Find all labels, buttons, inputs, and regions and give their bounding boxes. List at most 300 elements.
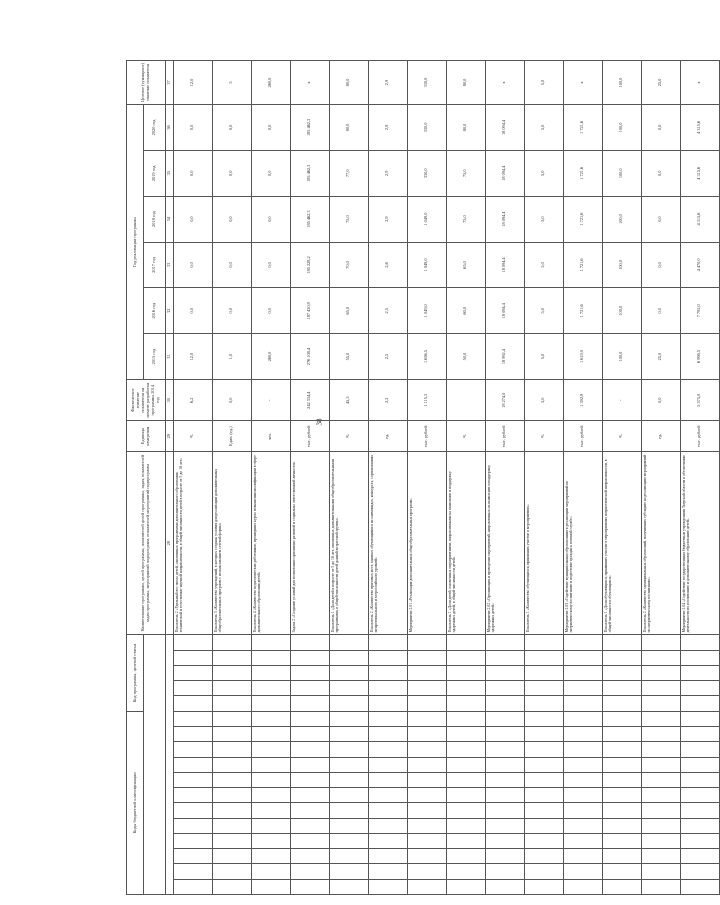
code-cell	[602, 803, 641, 818]
code-cell	[485, 696, 524, 711]
code-cell	[641, 727, 680, 742]
row-actual: 6,2	[173, 380, 212, 421]
code-cell	[251, 727, 290, 742]
year-header: 2016 год	[144, 288, 166, 334]
code-cell	[680, 727, 719, 742]
row-year-value: 2,6	[368, 242, 407, 288]
code-cell	[446, 864, 485, 879]
code-cell	[602, 665, 641, 680]
code-cell	[485, 727, 524, 742]
row-target: 260,0	[251, 61, 290, 105]
row-name: Показатель 2 «Удельный вес числа детей, охваченных программами дополнительного образования технической и естественно-научной направленности, в общей численности детей в возрасте от 5 до 18 лет»	[173, 452, 212, 635]
code-cell	[212, 742, 251, 757]
code-cell	[524, 650, 563, 665]
year-header: 2017 год	[144, 242, 166, 288]
row-actual: 45,5	[329, 380, 368, 421]
code-cell	[485, 879, 524, 894]
code-cell	[407, 681, 446, 696]
code-cell	[212, 727, 251, 742]
code-cell	[485, 757, 524, 772]
row-unit: %	[329, 421, 368, 452]
code-cell	[485, 803, 524, 818]
code-cell	[524, 757, 563, 772]
code-cell	[251, 711, 290, 726]
code-cell	[563, 772, 602, 787]
code-cell	[173, 711, 212, 726]
code-cell	[251, 742, 290, 757]
row-name: Мероприятие 2.02 «Организация и проведение мероприятий, направленных на выявление и поддержку одаренных детей»	[485, 452, 524, 635]
code-cell	[680, 864, 719, 879]
row-name: Показатель 4 «Количество педагогических работников, прошедших курсы повышения квалификации в сфере дополнительного образования детей»	[251, 452, 290, 635]
row-year-value: 5,0	[524, 334, 563, 380]
row-year-value: 5,0	[524, 105, 563, 151]
code-cell	[368, 742, 407, 757]
code-cell	[251, 788, 290, 803]
row-actual: 0,0	[212, 380, 251, 421]
row-year-value: 276 108,4	[290, 334, 329, 380]
row-year-value: 0,0	[212, 242, 251, 288]
code-cell	[602, 879, 641, 894]
row-target: 25,0	[641, 61, 680, 105]
code-cell	[290, 833, 329, 848]
code-cell	[368, 681, 407, 696]
code-cell	[485, 665, 524, 680]
code-cell	[563, 849, 602, 864]
code-cell	[446, 833, 485, 848]
table-row	[368, 61, 407, 895]
code-cell	[212, 833, 251, 848]
code-cell	[524, 772, 563, 787]
row-year-value: 0,0	[641, 288, 680, 334]
code-cell	[251, 635, 290, 650]
table-row	[524, 61, 563, 895]
code-cell	[680, 788, 719, 803]
code-cell	[524, 696, 563, 711]
row-year-value: 5,0	[524, 288, 563, 334]
code-cell	[680, 711, 719, 726]
row-year-value: 1 721,6	[563, 196, 602, 242]
row-year-value: 65,0	[329, 288, 368, 334]
year-header: 2020 год	[144, 105, 166, 151]
row-unit: тыс. рублей	[407, 421, 446, 452]
row-year-value: 18 094,4	[485, 196, 524, 242]
row-year-value: 5,0	[524, 150, 563, 196]
row-name: Показатель 1 «Доля обучающихся, принявших участие в мероприятиях патриотической направленности, в общей численности обучающихся»	[602, 452, 641, 635]
code-cell	[563, 803, 602, 818]
row-name: Показатель 1 «Количество обучающихся, принявших участие в мероприятиях»	[524, 452, 563, 635]
row-actual: 1 115,3	[407, 380, 446, 421]
row-year-value: 0,0	[173, 242, 212, 288]
row-unit: %	[524, 421, 563, 452]
code-cell	[641, 788, 680, 803]
row-year-value: 18 094,4	[485, 288, 524, 334]
row-year-value: 18 094,4	[485, 105, 524, 151]
year-header: 2019 год	[144, 150, 166, 196]
row-year-value: 100,0	[602, 105, 641, 151]
code-cell	[251, 879, 290, 894]
code-cell	[446, 681, 485, 696]
rotated-page	[126, 60, 702, 895]
code-cell	[446, 757, 485, 772]
row-year-value: 0,0	[251, 288, 290, 334]
row-target: 80,0	[329, 61, 368, 105]
code-cell	[329, 788, 368, 803]
table-row	[329, 61, 368, 895]
col-number: 36	[166, 105, 174, 151]
row-year-value: 330,0	[407, 105, 446, 151]
code-cell	[173, 696, 212, 711]
row-actual: 2,2	[368, 380, 407, 421]
code-cell	[173, 818, 212, 833]
code-cell	[290, 757, 329, 772]
code-cell	[368, 849, 407, 864]
row-year-value: 100,0	[602, 150, 641, 196]
code-cell	[446, 772, 485, 787]
code-cell	[524, 665, 563, 680]
code-cell	[602, 757, 641, 772]
code-cell	[212, 803, 251, 818]
unit-header: Единица измерения	[127, 421, 166, 452]
row-year-value: 100,0	[602, 334, 641, 380]
code-cell	[446, 665, 485, 680]
code-cell	[602, 864, 641, 879]
code-cell	[563, 757, 602, 772]
code-cell	[602, 818, 641, 833]
code-cell	[641, 849, 680, 864]
row-year-value: 25,0	[641, 334, 680, 380]
page-number: 38	[315, 418, 324, 426]
code-cell	[173, 864, 212, 879]
code-cell	[524, 635, 563, 650]
row-actual: -	[251, 380, 290, 421]
col-number: 31	[166, 334, 174, 380]
code-cell	[524, 818, 563, 833]
row-year-value: 75,0	[446, 196, 485, 242]
row-target: х	[680, 61, 719, 105]
code-cell	[524, 711, 563, 726]
code-subheader	[144, 635, 166, 895]
col-number: 33	[166, 242, 174, 288]
row-year-value: 7 792,0	[680, 288, 719, 334]
code-cell	[485, 742, 524, 757]
table-row	[407, 61, 446, 895]
code-cell	[407, 864, 446, 879]
code-cell	[680, 803, 719, 818]
row-year-value: 18 992,4	[485, 334, 524, 380]
code-cell	[290, 788, 329, 803]
code-cell	[407, 788, 446, 803]
code-cell	[524, 849, 563, 864]
code-cell	[368, 757, 407, 772]
code-cell	[407, 727, 446, 742]
row-year-value: 0,0	[251, 105, 290, 151]
code-cell	[485, 864, 524, 879]
code-cell	[524, 864, 563, 879]
code-cell	[602, 788, 641, 803]
code-cell	[524, 742, 563, 757]
code-cell	[329, 650, 368, 665]
code-cell	[563, 696, 602, 711]
row-year-value: 2,5	[368, 288, 407, 334]
code-cell	[173, 681, 212, 696]
table-row	[251, 61, 290, 895]
row-year-value: 0,0	[212, 105, 251, 151]
code-cell	[563, 681, 602, 696]
year-header: 2018 год	[144, 196, 166, 242]
code-cell	[446, 727, 485, 742]
code-cell	[329, 849, 368, 864]
row-unit: %	[446, 421, 485, 452]
row-unit: ед.	[368, 421, 407, 452]
code-cell	[407, 742, 446, 757]
row-target: х	[290, 61, 329, 105]
row-year-value: 1 049,0	[407, 242, 446, 288]
row-year-value: 18 094,4	[485, 242, 524, 288]
code-cell	[680, 849, 719, 864]
row-year-value: 1 656,5	[407, 334, 446, 380]
row-year-value: 0,0	[173, 288, 212, 334]
code-cell	[290, 696, 329, 711]
code-cell	[173, 788, 212, 803]
row-year-value: 50,0	[446, 334, 485, 380]
code-cell	[641, 757, 680, 772]
col-number: 37	[166, 61, 174, 105]
row-year-value: 1 721,6	[563, 105, 602, 151]
row-year-value: 0,0	[641, 242, 680, 288]
code-cell	[368, 833, 407, 848]
row-year-value: 1 619,0	[563, 334, 602, 380]
code-cell	[212, 849, 251, 864]
code-cell	[641, 742, 680, 757]
row-year-value: 55,0	[329, 334, 368, 380]
code-cell	[290, 879, 329, 894]
row-year-value: 0,0	[251, 150, 290, 196]
code-cell	[485, 788, 524, 803]
row-year-value: 70,0	[329, 242, 368, 288]
code-cell	[212, 635, 251, 650]
code-cell	[329, 665, 368, 680]
code-cell	[368, 879, 407, 894]
row-year-value: 0,0	[173, 196, 212, 242]
row-actual: -	[602, 380, 641, 421]
row-unit: %	[173, 421, 212, 452]
row-year-value: 0,0	[641, 150, 680, 196]
row-year-value: 1,0	[212, 334, 251, 380]
code-cell	[251, 772, 290, 787]
code-cell	[212, 879, 251, 894]
row-year-value: 75,0	[329, 196, 368, 242]
row-year-value: 12,0	[173, 334, 212, 380]
code-cell	[563, 650, 602, 665]
budget-code-header: Коды бюджетной классификации	[127, 711, 144, 894]
row-year-value: 65,0	[446, 242, 485, 288]
row-year-value: 5,0	[524, 196, 563, 242]
row-name: Показатель 2 «Количество призовых мест, занятых обучающимися на олимпиадах, конкурсах, соревнованиях межрегионального и всероссийского уровней»	[368, 452, 407, 635]
row-name: Мероприятие 2.01 «Реализация дополнительных общеобразовательных программ»	[407, 452, 446, 635]
code-cell	[524, 879, 563, 894]
code-cell	[173, 772, 212, 787]
code-cell	[212, 788, 251, 803]
code-cell	[407, 833, 446, 848]
row-name: Задача 2 «Создание условий для воспитания гармонично развитой и социально ответственной личности»	[290, 452, 329, 635]
table-row	[641, 61, 680, 895]
code-cell	[602, 727, 641, 742]
row-year-value: 4 315,6	[680, 150, 719, 196]
row-year-value: 2,9	[368, 196, 407, 242]
col-number: 34	[166, 196, 174, 242]
code-cell	[641, 681, 680, 696]
row-year-value: 185 228,2	[290, 242, 329, 288]
row-year-value: 260,0	[251, 334, 290, 380]
code-cell	[485, 650, 524, 665]
code-cell	[173, 879, 212, 894]
row-year-value: 1 721,6	[563, 288, 602, 334]
code-cell	[251, 665, 290, 680]
row-actual: 0,0	[641, 380, 680, 421]
code-cell	[446, 650, 485, 665]
code-cell	[173, 833, 212, 848]
code-cell	[251, 681, 290, 696]
code-cell	[173, 727, 212, 742]
row-actual: 242 334,4	[290, 380, 329, 421]
row-year-value: 0,0	[212, 196, 251, 242]
table-row	[212, 61, 251, 895]
code-cell	[251, 849, 290, 864]
row-unit: тыс. рублей	[485, 421, 524, 452]
code-cell	[641, 635, 680, 650]
code-cell	[368, 772, 407, 787]
row-year-value: 1 049,0	[407, 288, 446, 334]
row-target: 100,0	[602, 61, 641, 105]
row-year-value: 0,0	[251, 196, 290, 242]
code-cell	[407, 772, 446, 787]
code-cell	[563, 879, 602, 894]
col-number: 28	[166, 452, 174, 635]
code-cell	[407, 711, 446, 726]
code-cell	[641, 833, 680, 848]
code-cell	[290, 818, 329, 833]
row-year-value: 0,0	[641, 196, 680, 242]
code-cell	[212, 818, 251, 833]
code-cell	[212, 696, 251, 711]
code-cell	[563, 833, 602, 848]
code-cell	[251, 833, 290, 848]
col-number: 29	[166, 421, 174, 452]
row-year-value: 4 315,6	[680, 105, 719, 151]
row-year-value: 187 430,9	[290, 288, 329, 334]
code-cell	[524, 727, 563, 742]
code-cell	[563, 788, 602, 803]
code-cell	[485, 818, 524, 833]
row-target: х	[485, 61, 524, 105]
years-header: Год реализации программы	[127, 105, 144, 380]
row-unit: тыс. рублей	[290, 421, 329, 452]
code-cell	[212, 757, 251, 772]
code-cell	[212, 864, 251, 879]
row-year-value: 1 049,0	[407, 196, 446, 242]
code-cell	[368, 711, 407, 726]
code-cell	[485, 849, 524, 864]
code-cell	[173, 757, 212, 772]
row-unit: тыс. рублей	[680, 421, 719, 452]
row-target: 5	[212, 61, 251, 105]
code-cell	[563, 711, 602, 726]
row-year-value: 1 721,6	[563, 150, 602, 196]
code-cell	[368, 788, 407, 803]
code-cell	[173, 650, 212, 665]
row-year-value: 80,0	[446, 105, 485, 151]
code-cell	[641, 879, 680, 894]
code-cell	[407, 650, 446, 665]
code-cell	[641, 772, 680, 787]
code-cell	[446, 803, 485, 818]
code-cell	[329, 757, 368, 772]
code-cell	[329, 727, 368, 742]
code-cell	[446, 849, 485, 864]
code-cell	[290, 711, 329, 726]
row-unit: Един. (ед.)	[212, 421, 251, 452]
code-cell	[251, 650, 290, 665]
code-cell	[290, 803, 329, 818]
code-cell	[290, 681, 329, 696]
code-cell	[290, 864, 329, 879]
code-cell	[290, 635, 329, 650]
row-year-value: 4 315,6	[680, 196, 719, 242]
row-year-value: 330,0	[407, 150, 446, 196]
code-cell	[641, 711, 680, 726]
code-cell	[446, 788, 485, 803]
code-cell	[290, 665, 329, 680]
target-header: Целевое (суммарное) значение показателя	[127, 61, 166, 105]
row-year-value: 2,9	[368, 105, 407, 151]
code-cell	[524, 833, 563, 848]
table-row	[563, 61, 602, 895]
code-cell	[368, 696, 407, 711]
code-cell	[173, 635, 212, 650]
row-year-value: 5,0	[524, 242, 563, 288]
row-year-value: 2,9	[368, 150, 407, 196]
row-name: Показатель 2 «Количество муниципальных образований, получивших субсидию на реализацию мероприятий по патриотическому воспитанию»	[641, 452, 680, 635]
code-cell	[368, 818, 407, 833]
code-cell	[680, 650, 719, 665]
code-cell	[407, 696, 446, 711]
code-cell	[602, 772, 641, 787]
code-cell	[329, 635, 368, 650]
code-cell	[407, 879, 446, 894]
code-cell	[524, 681, 563, 696]
code-cell	[563, 742, 602, 757]
program-code-header: Код программы, целевой статьи	[127, 635, 144, 711]
code-cell	[407, 818, 446, 833]
code-cell	[680, 696, 719, 711]
code-cell	[602, 711, 641, 726]
code-cell	[680, 772, 719, 787]
code-cell	[368, 727, 407, 742]
row-target: х	[563, 61, 602, 105]
code-cell	[212, 650, 251, 665]
code-cell	[641, 650, 680, 665]
row-year-value: 100,0	[602, 196, 641, 242]
code-cell	[368, 803, 407, 818]
code-cell	[680, 742, 719, 757]
row-year-value: 185 462,3	[290, 105, 329, 151]
row-year-value: 185 462,3	[290, 150, 329, 196]
code-cell	[680, 833, 719, 848]
code-cell	[329, 833, 368, 848]
code-cell	[446, 818, 485, 833]
row-year-value: 60,0	[446, 288, 485, 334]
code-cell	[368, 864, 407, 879]
